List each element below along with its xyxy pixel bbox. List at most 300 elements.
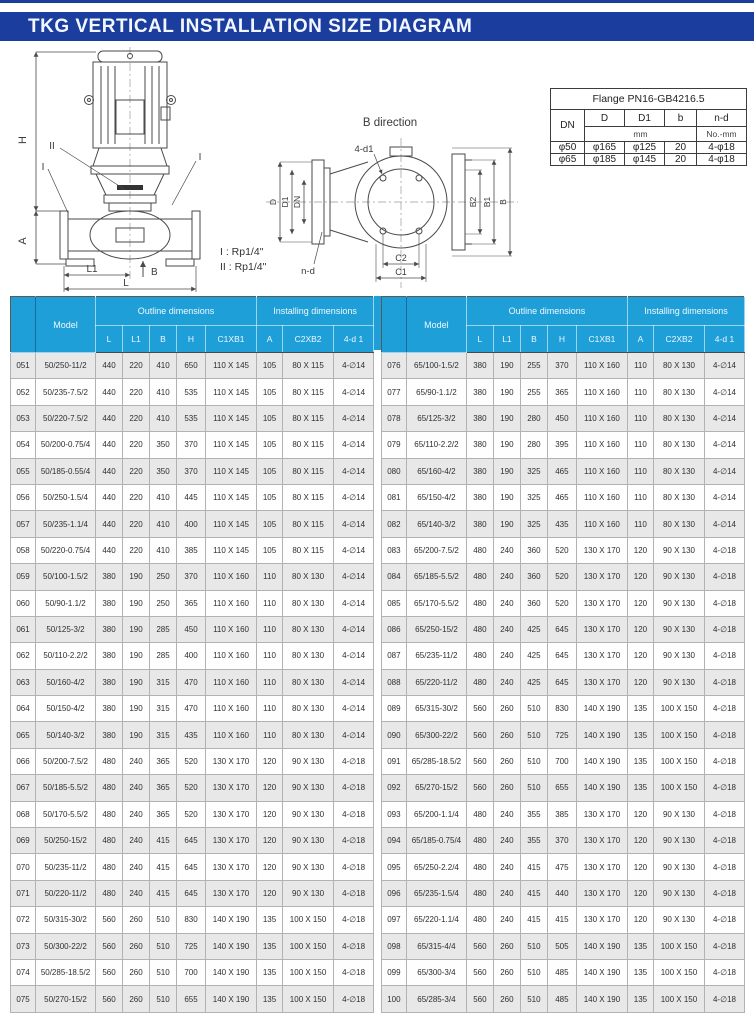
table-cell: 395 [547,432,576,458]
table-cell: φ65 [551,154,585,166]
pump-front-linework [36,47,200,292]
table-cell: 250 [150,590,177,616]
table-cell: 051 [11,353,36,379]
table-cell: 65/185-0.75/4 [406,828,466,854]
table-cell: 90 X 130 [653,801,704,827]
table-cell: 120 [627,537,653,563]
col-header-B: B [520,326,547,353]
table-cell: 480 [466,801,493,827]
table-cell: 655 [177,986,206,1012]
table-cell: 355 [520,801,547,827]
table-cell: 4-∅14 [334,484,374,510]
group-header-installing: Installing dimensions [257,297,374,326]
table-cell: 110 X 145 [206,484,257,510]
table-cell: 425 [520,669,547,695]
table-cell: 110 X 160 [576,353,627,379]
table-row [11,353,374,379]
table-cell: 440 [96,484,123,510]
table-cell: 380 [96,616,123,642]
table-row [11,722,374,748]
table-cell: 080 [381,458,406,484]
table-cell: 285 [150,643,177,669]
table-cell: 190 [123,669,150,695]
label-n-d: n-d [301,266,315,277]
table-cell: 110 [257,669,283,695]
table-cell: 4-∅18 [704,590,744,616]
table-cell: 365 [150,775,177,801]
table-cell: 440 [96,353,123,379]
table-cell: 65/200-1.1/4 [406,801,466,827]
table-cell: 90 X 130 [653,828,704,854]
table-cell: 110 [257,616,283,642]
table-cell: 4-∅18 [334,986,374,1012]
table-cell: 110 X 160 [576,405,627,431]
table-cell: 240 [123,801,150,827]
table-cell: 135 [627,775,653,801]
table-cell: 90 X 130 [653,537,704,563]
table-cell: 260 [123,907,150,933]
table-row [381,854,744,880]
table-cell: 485 [547,959,576,985]
table-cell: 4-∅14 [704,405,744,431]
table-cell: 4-∅18 [704,854,744,880]
table-cell: 100 X 150 [653,748,704,774]
table-cell: 400 [177,511,206,537]
table-cell: 4-∅14 [334,643,374,669]
table-cell: 4-φ18 [697,142,747,154]
table-cell: 4-∅14 [334,458,374,484]
table-cell: 380 [466,511,493,537]
table-cell: 435 [177,722,206,748]
table-row [381,959,744,985]
table-row [381,432,744,458]
table-cell: 480 [466,669,493,695]
table-cell: 077 [381,379,406,405]
top-border-line [0,0,754,3]
table-cell: 520 [177,748,206,774]
table-cell: 440 [96,511,123,537]
table-cell: 140 X 190 [576,959,627,985]
table-cell: 135 [257,959,283,985]
table-cell: 4-∅14 [334,353,374,379]
table-cell: 65/220-1.1/4 [406,907,466,933]
table-cell: 480 [96,775,123,801]
pump-front-drawing [12,45,240,295]
table-cell: 190 [123,590,150,616]
table-cell: 105 [257,537,283,563]
table-cell: 645 [177,854,206,880]
table-cell: 65/235-1.5/4 [406,880,466,906]
table-cell: 425 [520,616,547,642]
table-cell: 190 [123,616,150,642]
table-cell: 190 [123,696,150,722]
table-cell: 370 [547,353,576,379]
table-cell: 90 X 130 [283,854,334,880]
table-cell: 130 X 170 [576,907,627,933]
col-header-model: Model [36,297,96,353]
table-cell: 065 [11,722,36,748]
table-cell: 700 [547,748,576,774]
table-cell: 90 X 130 [283,828,334,854]
table-cell: 260 [493,933,520,959]
col-header-L: L [96,326,123,353]
table-cell: 070 [11,854,36,880]
table-cell: 315 [150,669,177,695]
table-cell: 560 [466,933,493,959]
table-cell: 220 [123,353,150,379]
table-cell: 50/220-11/2 [36,880,96,906]
table-cell: 220 [123,405,150,431]
table-cell: 130 X 170 [576,669,627,695]
table-row [381,828,744,854]
table-cell: 4-∅18 [704,669,744,695]
table-cell: 078 [381,405,406,431]
table-cell: 50/125-3/2 [36,616,96,642]
table-cell: 260 [123,933,150,959]
table-cell: 325 [520,458,547,484]
table-cell: 4-∅18 [704,616,744,642]
table-cell: 098 [381,933,406,959]
table-cell: 240 [493,801,520,827]
table-cell: 140 X 190 [576,722,627,748]
table-row [381,484,744,510]
table-cell: 260 [493,959,520,985]
table-cell: 360 [520,564,547,590]
table-cell: 120 [627,854,653,880]
table-cell: 480 [466,564,493,590]
col-header-C2XB2: C2XB2 [283,326,334,353]
table-cell: 4-∅14 [334,432,374,458]
table-cell: 120 [627,907,653,933]
table-cell: 220 [123,537,150,563]
col-header-L1: L1 [493,326,520,353]
table-cell: 80 X 115 [283,379,334,405]
table-cell: 80 X 130 [283,590,334,616]
table-cell: 091 [381,748,406,774]
table-cell: 4-∅14 [334,537,374,563]
table-cell: 4-∅18 [704,775,744,801]
table-cell: 4-∅18 [704,537,744,563]
table-cell: 65/235-11/2 [406,643,466,669]
table-cell: 110 [257,643,283,669]
table-cell: 80 X 130 [653,432,704,458]
table-cell: 440 [96,458,123,484]
table-cell: 130 X 170 [576,616,627,642]
col-header-H: H [177,326,206,353]
table-cell: 65/300-3/4 [406,959,466,985]
table-cell: 560 [96,907,123,933]
table-cell: 380 [466,353,493,379]
label-4-d1: 4-d1 [354,144,374,155]
table-cell: 360 [520,537,547,563]
table-row [11,564,374,590]
table-cell: 50/110-2.2/2 [36,643,96,669]
size-table-right [381,296,745,1013]
table-cell: 350 [150,458,177,484]
table-row [381,564,744,590]
table-cell: 465 [547,484,576,510]
table-cell: 110 [627,484,653,510]
table-cell: 100 X 150 [653,933,704,959]
table-row [381,880,744,906]
table-cell: 480 [96,828,123,854]
table-cell: 4-∅18 [334,854,374,880]
table-cell: 370 [177,564,206,590]
dim-label-L: L [123,278,129,289]
table-cell: 130 X 170 [206,801,257,827]
table-cell: 120 [257,854,283,880]
flange-table-title: Flange PN16-GB4216.5 [551,89,747,110]
table-cell: 110 [627,405,653,431]
table-cell: 4-φ18 [697,154,747,166]
table-cell: 90 X 130 [283,880,334,906]
col-header-no [11,297,36,353]
table-cell: 240 [493,643,520,669]
table-cell: 50/235-11/2 [36,854,96,880]
table-cell: 260 [123,959,150,985]
table-cell: 560 [96,959,123,985]
table-cell: 510 [150,959,177,985]
table-cell: 100 X 150 [283,933,334,959]
thread-note [220,245,266,275]
table-cell: 510 [520,775,547,801]
table-row [381,775,744,801]
table-cell: 4-∅18 [334,775,374,801]
table-row [381,511,744,537]
table-cell: 220 [123,379,150,405]
table-cell: 120 [627,590,653,616]
table-cell: 80 X 115 [283,432,334,458]
flange-table-body [551,142,747,166]
table-cell: 90 X 130 [653,616,704,642]
table-cell: 4-∅18 [334,959,374,985]
flange-col-dn: DN [551,110,585,142]
table-cell: 90 X 130 [653,643,704,669]
table-cell: 480 [96,748,123,774]
table-cell: 110 [257,590,283,616]
table-cell: 135 [627,696,653,722]
table-cell: 480 [96,854,123,880]
table-cell: 560 [466,959,493,985]
col-header-B: B [150,326,177,353]
table-cell: 4-∅14 [334,696,374,722]
group-header-outline: Outline dimensions [466,297,627,326]
flange-col-d1: D1 [625,110,665,127]
flange-unit-mm: mm [585,127,697,142]
table-cell: 120 [627,880,653,906]
table-cell: 093 [381,801,406,827]
table-cell: 510 [520,986,547,1012]
table-cell: 4-∅18 [704,643,744,669]
table-cell: 465 [547,458,576,484]
table-cell: 130 X 170 [576,854,627,880]
table-cell: 365 [177,590,206,616]
table-cell: 480 [466,537,493,563]
table-cell: 315 [150,696,177,722]
table-cell: 365 [150,801,177,827]
table-cell: 054 [11,432,36,458]
table-cell: 140 X 190 [576,775,627,801]
table-cell: 240 [123,880,150,906]
table-cell: 480 [96,880,123,906]
table-cell: 099 [381,959,406,985]
table-cell: 50/220-0.75/4 [36,537,96,563]
table-cell: 110 [627,458,653,484]
table-cell: 510 [150,933,177,959]
table-cell: 80 X 130 [653,511,704,537]
table-cell: 250 [150,564,177,590]
table-cell: 240 [123,828,150,854]
table-cell: 130 X 170 [206,854,257,880]
table-cell: 470 [177,669,206,695]
table-cell: 50/250-1.5/4 [36,484,96,510]
table-cell: 830 [547,696,576,722]
table-cell: 120 [257,748,283,774]
table-cell: 110 X 145 [206,379,257,405]
table-cell: 645 [177,828,206,854]
table-cell: 90 X 130 [653,590,704,616]
table-cell: 560 [466,775,493,801]
table-cell: 65/185-5.5/2 [406,564,466,590]
col-header-H: H [547,326,576,353]
table-cell: 560 [466,748,493,774]
table-cell: 135 [627,722,653,748]
table-cell: 110 X 145 [206,353,257,379]
table-cell: 240 [493,907,520,933]
table-cell: 240 [493,537,520,563]
table-cell: 80 X 130 [283,616,334,642]
table-row [551,142,747,154]
table-cell: 4-∅14 [704,379,744,405]
table-cell: 510 [520,722,547,748]
table-cell: 095 [381,854,406,880]
table-row [11,432,374,458]
table-cell: 110 X 145 [206,511,257,537]
table-cell: 090 [381,722,406,748]
table-cell: 50/160-4/2 [36,669,96,695]
table-cell: 073 [11,933,36,959]
table-cell: 65/140-3/2 [406,511,466,537]
table-cell: 50/185-5.5/2 [36,775,96,801]
table-cell: 480 [96,801,123,827]
table-cell: 120 [627,828,653,854]
table-cell: 100 [381,986,406,1012]
table-cell: 480 [466,854,493,880]
table-cell: 110 X 145 [206,537,257,563]
table-cell: 240 [493,880,520,906]
table-cell: 90 X 130 [283,775,334,801]
table-cell: 100 X 150 [653,986,704,1012]
table-cell: 110 X 160 [576,484,627,510]
table-cell: 110 [257,564,283,590]
table-row [381,405,744,431]
table-cell: 130 X 170 [206,775,257,801]
col-header-4d1: 4-d 1 [334,326,374,353]
table-cell: 140 X 190 [576,986,627,1012]
table-cell: 120 [257,775,283,801]
table-cell: 075 [11,986,36,1012]
table-cell: 260 [123,986,150,1012]
table-cell: 260 [493,696,520,722]
table-cell: 380 [96,669,123,695]
table-cell: 535 [177,379,206,405]
table-row [381,458,744,484]
table-cell: 4-∅18 [334,880,374,906]
table-cell: 410 [150,537,177,563]
table-cell: 110 X 160 [206,590,257,616]
table-cell: 097 [381,907,406,933]
drawings-section [0,44,754,294]
table-cell: 830 [177,907,206,933]
table-cell: 520 [547,537,576,563]
table-row [381,643,744,669]
table-row [11,511,374,537]
table-cell: 140 X 190 [576,748,627,774]
table-cell: 4-∅14 [334,590,374,616]
table-cell: 135 [627,748,653,774]
table-cell: 370 [177,458,206,484]
table-cell: 65/150-4/2 [406,484,466,510]
table-cell: 450 [547,405,576,431]
table-row [381,748,744,774]
table-cell: 400 [177,643,206,669]
table-cell: 4-∅18 [334,907,374,933]
table-cell: 100 X 150 [283,986,334,1012]
table-cell: 90 X 130 [653,669,704,695]
table-cell: 380 [96,590,123,616]
table-cell: 110 X 160 [206,564,257,590]
table-cell: 085 [381,590,406,616]
table-cell: 50/90-1.1/2 [36,590,96,616]
table-cell: 260 [493,722,520,748]
table-cell: 415 [150,880,177,906]
table-cell: 480 [466,907,493,933]
table-row [381,907,744,933]
table-cell: 240 [493,669,520,695]
table-cell: 440 [96,537,123,563]
table-cell: 4-∅18 [334,748,374,774]
table-cell: 135 [257,933,283,959]
table-cell: 120 [627,564,653,590]
table-cell: 110 [627,432,653,458]
table-cell: 092 [381,775,406,801]
table-cell: 240 [123,748,150,774]
table-cell: 380 [96,722,123,748]
table-cell: 130 X 170 [576,537,627,563]
table-cell: 4-∅18 [334,801,374,827]
table-cell: 50/270-15/2 [36,986,96,1012]
dim-label-B1: B1 [482,196,492,208]
table-row [11,986,374,1012]
table-cell: 110 X 160 [206,643,257,669]
table-cell: 130 X 170 [576,880,627,906]
table-cell: 80 X 115 [283,405,334,431]
flange-col-d: D [585,110,625,127]
table-row [11,959,374,985]
table-cell: 100 X 150 [283,959,334,985]
port-label-I-left: I [41,162,45,173]
table-cell: 50/300-22/2 [36,933,96,959]
table-cell: 130 X 170 [576,564,627,590]
col-header-C1XB1: C1XB1 [206,326,257,353]
table-cell: 50/185-0.55/4 [36,458,96,484]
table-cell: 240 [493,564,520,590]
table-cell: 240 [493,828,520,854]
table-cell: 105 [257,405,283,431]
table-cell: 80 X 130 [653,484,704,510]
table-cell: 130 X 170 [576,590,627,616]
table-cell: 80 X 115 [283,458,334,484]
